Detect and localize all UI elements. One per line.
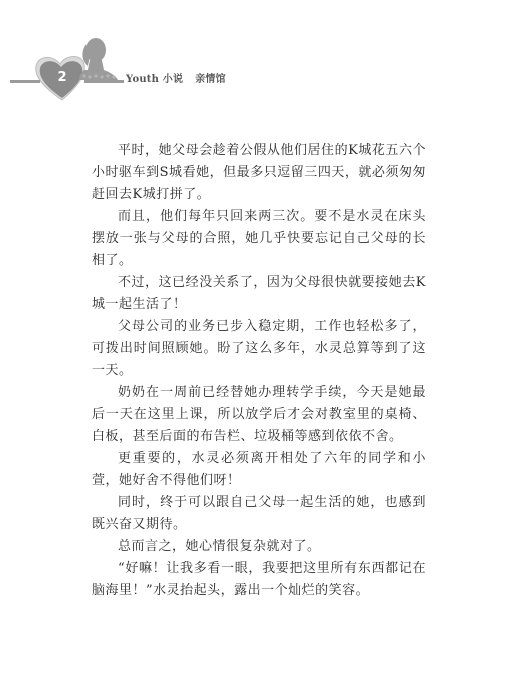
paragraph: 不过，这已经没关系了，因为父母很快就要接她去K城一起生活了！ [92, 275, 426, 312]
paragraph: 而且，他们每年只回来两三次。要不是水灵在床头摆放一张与父母的合照，她几乎快要忘记自己父母的长相了。 [92, 209, 426, 268]
series-title-main: Youth 小说 [126, 74, 184, 85]
paragraph: 同时，终于可以跟自己父母一起生活的她，也感到既兴奋又期待。 [92, 495, 426, 532]
body-text [92, 140, 426, 602]
page-number: 2 [57, 70, 67, 85]
paragraph: 奶奶在一周前已经替她办理转学手续，今天是她最后一天在这里上课，所以放学后才会对教室里的桌椅、白板，甚至后面的布告栏、垃圾桶等感到依依不舍。 [92, 385, 426, 444]
paragraph: 平时，她父母会趁着公假从他们居住的K城花五六个小时驱车到S城看她，但最多只逗留三四天，就必须匆匆赶回去K城打拼了。 [92, 143, 426, 202]
page-header [0, 0, 506, 110]
header-decoration [0, 0, 506, 110]
paragraph: 更重要的，水灵必须离开相处了六年的同学和小萱，她好舍不得他们呀！ [92, 451, 426, 488]
paragraph: 总而言之，她心情很复杂就对了。 [118, 539, 321, 554]
series-title-sub: 亲情馆 [195, 74, 226, 85]
girl-silhouette-icon [79, 38, 118, 80]
series-title [126, 70, 226, 85]
paragraph: “好嘛！让我多看一眼，我要把这里所有东西都记在脑海里！”水灵抬起头，露出一个灿烂的笑容。 [92, 561, 426, 598]
paragraph: 父母公司的业务已步入稳定期，工作也轻松多了，可拨出时间照顾她。盼了这么多年，水灵总算等到了这一天。 [92, 319, 426, 378]
